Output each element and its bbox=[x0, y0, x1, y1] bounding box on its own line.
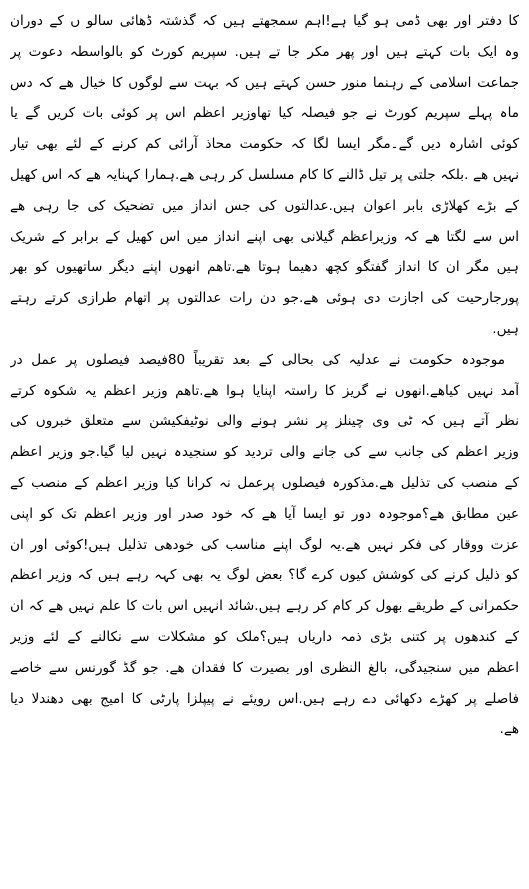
text-line: نظر آتے ہیں کہ ٹی وی چینلز پر نشر ہونے والی نوٹیفکیشن سے متعلق خبروں کی bbox=[10, 413, 519, 430]
text-line: فاصلے پر کھڑے دکھائی دے رہے ہیں.اس رویئے نے پیپلزا پارٹی کا امیج بھی دھندلا دیا bbox=[10, 690, 519, 707]
text-line: کے بڑے کھلاڑی بابر اعوان ہیں.عدالتوں کی جس انداز میں تضحیک کی جا رہی ھے bbox=[10, 197, 519, 214]
text-line: کا دفتر اور بھی ڈمی ہو گیا ہے!اہم سمجھتے ہیں کہ گذشتہ ڈھائی سالو ں کے دوران bbox=[10, 13, 519, 29]
text-line: عین مطابق ھے؟موجودہ دور تو ایسا آیا ھے کہ خود صدر اور وزیر اعظم تک کو اپنی bbox=[10, 505, 519, 522]
text-line: کے منصب کی تذلیل ھے.مذکورہ فیصلوں پرعمل نہ کرانا کیا وزیر اعظم کے منصب کے bbox=[10, 474, 519, 491]
text-line: موجودہ حکومت نے عدلیہ کی بحالی کے بعد تقریباً 80فیصد فیصلوں پر عمل در bbox=[10, 351, 506, 368]
text-line: پورجارحیت کی اجازت دی ہوئی ھے.جو دن رات عدالتوں پر اتھام طرازی کرتے رہتے bbox=[10, 290, 519, 307]
text-line: آمد نہیں کیاھے.انھوں نے گریز کا راستہ اپنایا ہوا ھے.تاھم وزیر اعظم یہ شکوہ کرتے bbox=[10, 382, 519, 399]
text-line: ہیں مگر ان کا انداز گفتگو کچھ دھیما ہوتا ھے.تاھم انھوں اپنے دیگر ساتھیوں کو بھر bbox=[10, 259, 519, 276]
text-line: ہیں. bbox=[492, 320, 519, 337]
text-line: عزت ووقار کی فکر نہیں ھے.یہ لوگ اپنے مناسب کی خودھی تذلیل ہیں!کوئی اور ان bbox=[10, 536, 519, 553]
text-line: ماہ پہلے سپریم کورٹ نے جو فیصلہ کیا تھاوزیر اعظم اس پر کوئی بات کریں گے یا bbox=[10, 105, 519, 122]
text-line: ھے. bbox=[499, 721, 519, 738]
article-paragraph-2 bbox=[10, 345, 519, 745]
text-line: وہ ایک بات کہتے ہیں اور پھر مکر جا تے ہیں. سپریم کورٹ کو بالواسطہ دعوت پر bbox=[10, 43, 519, 60]
text-line: اعظم میں سنجیدگی، بالغ النظری اور بصیرت کا فقدان ھے. جو گڈ گورنس سے خاصے bbox=[10, 659, 519, 676]
text-line: جماعت اسلامی کے رہنما منور حسن کہتے ہیں کہ بہت سے لوگوں کا خیال ھے کہ دس bbox=[10, 74, 519, 91]
text-line: کو ذلیل کرنے کی کوشش کیوں کرے گا؟ بعض لوگ یہ بھی کہہ رہے ہیں کہ وزیر اعظم bbox=[10, 567, 519, 584]
article-paragraph-1 bbox=[10, 6, 519, 345]
text-line: وزیر اعظم کی جانب سے کی جانے والی تردید کو سنجیدہ نہیں لیا گیا.جو وزیر اعظم bbox=[10, 444, 519, 461]
text-line: اس سے لگتا ھے کہ وزیراعظم گیلانی بھی اپنے انداز میں اس کھیل کے برابر کے شریک bbox=[10, 228, 519, 245]
text-line: کے کندھوں پر کتنی بڑی ذمہ داریاں ہیں؟ملک کو مشکلات سے نکالنے کے لئے وزیر bbox=[10, 628, 519, 645]
text-line: کوئی اشارہ دیں گے۔مگر ایسا لگا کہ حکومت محاذ آرائی کم کرنے کے لئے بھی تیار bbox=[10, 136, 519, 153]
text-line: نہیں ھے .بلکہ جلتی پر تیل ڈالنے کا کام مسلسل کر رہی ھے.ہمارا کہنایہ ھے کہ اس کھیل bbox=[10, 166, 519, 183]
text-line: حکمرانی کے طریقے بھول کر کام کر رہے ہیں.شائد انہیں اس بات کا علم نہیں ھے کہ ان bbox=[10, 598, 519, 615]
